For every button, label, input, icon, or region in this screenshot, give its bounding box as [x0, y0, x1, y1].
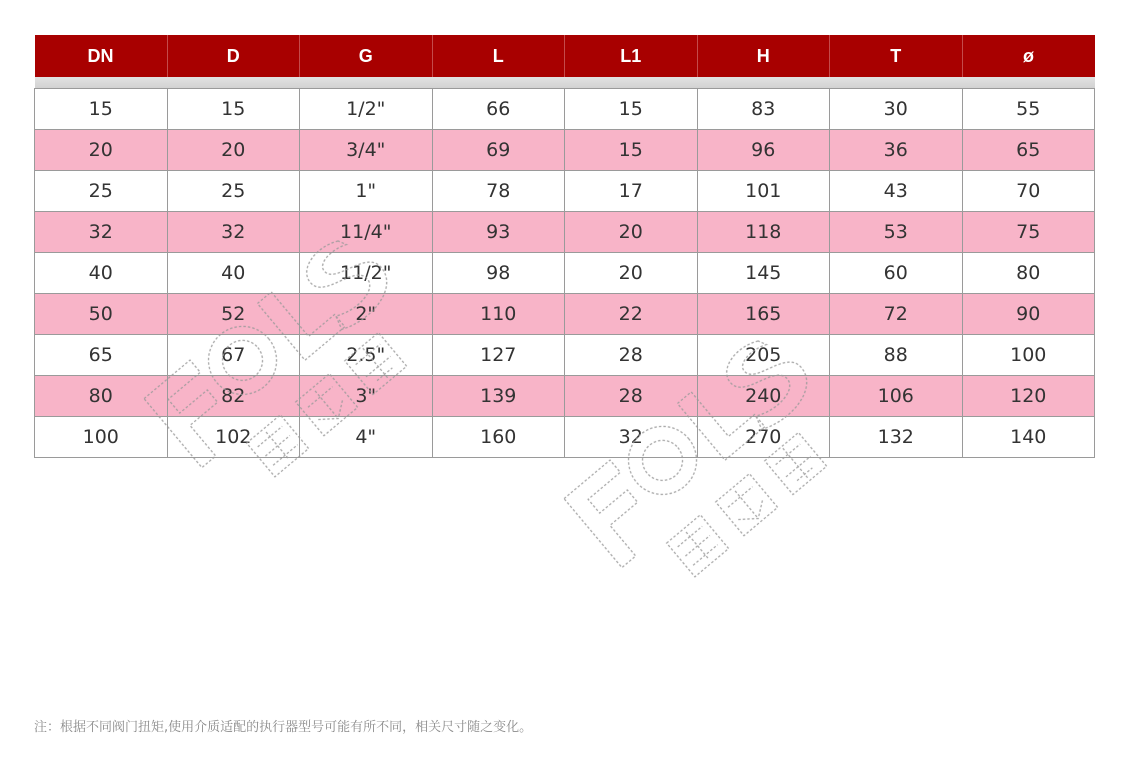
- table-cell: 2.5": [300, 335, 433, 376]
- table-cell: 32: [35, 212, 168, 253]
- table-cell: 15: [167, 89, 300, 130]
- table-cell: 4": [300, 417, 433, 458]
- table-cell: 20: [35, 130, 168, 171]
- table-cell: 65: [35, 335, 168, 376]
- table-cell: 65: [962, 130, 1095, 171]
- header-l1: L1: [565, 35, 698, 77]
- table-cell: 127: [432, 335, 565, 376]
- table-cell: 145: [697, 253, 830, 294]
- table-row: [35, 253, 1095, 294]
- table-cell: 25: [35, 171, 168, 212]
- table-cell: 40: [35, 253, 168, 294]
- table-cell: 28: [565, 376, 698, 417]
- header-h: H: [697, 35, 830, 77]
- header-t: T: [830, 35, 963, 77]
- table-cell: 40: [167, 253, 300, 294]
- table-cell: 110: [432, 294, 565, 335]
- table-cell: 11/4": [300, 212, 433, 253]
- table-cell: 101: [697, 171, 830, 212]
- table-cell: 3/4": [300, 130, 433, 171]
- header-diameter: ø: [962, 35, 1095, 77]
- table-row: [35, 376, 1095, 417]
- table-row: [35, 335, 1095, 376]
- footnote: 注：根据不同阀门扭矩,使用介质适配的执行器型号可能有所不同，相关尺寸随之变化。: [34, 720, 533, 735]
- table-cell: 50: [35, 294, 168, 335]
- table-cell: 120: [962, 376, 1095, 417]
- table-cell: 55: [962, 89, 1095, 130]
- table-cell: 78: [432, 171, 565, 212]
- table-cell: 32: [565, 417, 698, 458]
- table-cell: 100: [962, 335, 1095, 376]
- table-cell: 15: [565, 89, 698, 130]
- table-row: [35, 417, 1095, 458]
- table-cell: 96: [697, 130, 830, 171]
- table-cell: 82: [167, 376, 300, 417]
- header-d: D: [167, 35, 300, 77]
- table-cell: 72: [830, 294, 963, 335]
- table-row: [35, 89, 1095, 130]
- header-dn: DN: [35, 35, 168, 77]
- table-cell: 30: [830, 89, 963, 130]
- table-cell: 106: [830, 376, 963, 417]
- table-cell: 1": [300, 171, 433, 212]
- header-l: L: [432, 35, 565, 77]
- table-cell: 205: [697, 335, 830, 376]
- table-cell: 32: [167, 212, 300, 253]
- table-cell: 20: [565, 253, 698, 294]
- table-cell: 36: [830, 130, 963, 171]
- table-cell: 11/2": [300, 253, 433, 294]
- table-cell: 20: [565, 212, 698, 253]
- table-cell: 160: [432, 417, 565, 458]
- table-cell: 20: [167, 130, 300, 171]
- table-cell: 52: [167, 294, 300, 335]
- table-cell: 70: [962, 171, 1095, 212]
- table-cell: 3": [300, 376, 433, 417]
- table-cell: 140: [962, 417, 1095, 458]
- table-cell: 118: [697, 212, 830, 253]
- table-row: [35, 130, 1095, 171]
- table-row: [35, 212, 1095, 253]
- table-header-row: [35, 35, 1095, 77]
- table-cell: 15: [565, 130, 698, 171]
- table-cell: 98: [432, 253, 565, 294]
- table-cell: 88: [830, 335, 963, 376]
- table-cell: 80: [962, 253, 1095, 294]
- table-cell: 43: [830, 171, 963, 212]
- table-cell: 69: [432, 130, 565, 171]
- table-cell: 1/2": [300, 89, 433, 130]
- table-cell: 28: [565, 335, 698, 376]
- table-cell: 93: [432, 212, 565, 253]
- table-cell: 2": [300, 294, 433, 335]
- table-cell: 80: [35, 376, 168, 417]
- table-cell: 240: [697, 376, 830, 417]
- table-cell: 15: [35, 89, 168, 130]
- table-cell: 83: [697, 89, 830, 130]
- table-cell: 75: [962, 212, 1095, 253]
- table-cell: 25: [167, 171, 300, 212]
- header-divider: [35, 77, 1095, 89]
- table-cell: 17: [565, 171, 698, 212]
- table-cell: 60: [830, 253, 963, 294]
- table-cell: 22: [565, 294, 698, 335]
- table-row: [35, 171, 1095, 212]
- table-cell: 165: [697, 294, 830, 335]
- table-cell: 139: [432, 376, 565, 417]
- dimension-table: [34, 35, 1095, 458]
- header-g: G: [300, 35, 433, 77]
- table-row: [35, 294, 1095, 335]
- table-cell: 67: [167, 335, 300, 376]
- table-cell: 100: [35, 417, 168, 458]
- table-cell: 66: [432, 89, 565, 130]
- table-cell: 102: [167, 417, 300, 458]
- table-cell: 270: [697, 417, 830, 458]
- table-cell: 132: [830, 417, 963, 458]
- table-cell: 53: [830, 212, 963, 253]
- table-cell: 90: [962, 294, 1095, 335]
